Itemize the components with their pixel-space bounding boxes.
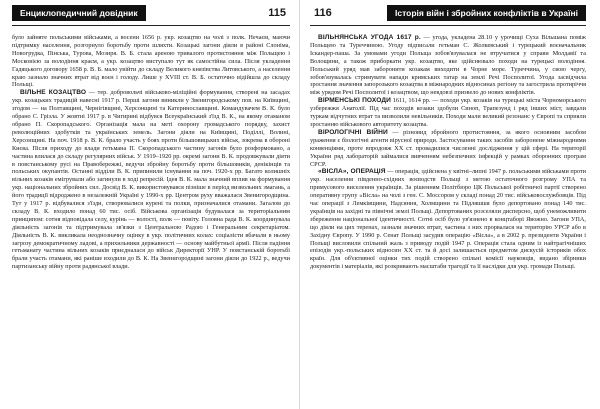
right-page-number: 116 [314, 6, 332, 19]
paragraph-text: — операція, здійснена у квітні–липні 1947 р. польськими військами проти укр. населення південно-східних воєводств Польщі з метою остаточного розгрому УПА та примусового виселення українців. За рішенням Політбюро ЦК Польської робітничої партії створено оперативну групу «Вісла» на чолі з ген. С. Моссором у складі понад 20 тис. військовослужбовців. Під час операції з Лемківщини, Надсяння, Холмщини та Підляшшя було депортовано понад 140 тис. українців на західні та північні землі Польщі. Депортованих розселяли дисперсно, щоб унеможливити збереження національної ідентичності. Сотні осіб було ув'язнено в концтаборі Явожно. Загони УПА, що діяли на цих теренах, зазнали значних втрат, частина з них прорвалася на територію УРСР або в Західну Європу. У 1990 р. Сенат Польщі засудив операцію «Вісла», а в 2002 р. президенти України і Польщі висловили спільний жаль з приводу подій 1947 р. Операція стала одним із найтрагічніших епізодів укр.-польських відносин XX ст. та й досі залишається предметом дискусій істориків обох країн. Для об'єктивної оцінки тих подій створено спільні комісії науковців, видано збірники документів і матеріалів, які розкривають масштаби трагедії та її наслідки для укр. громади Польщі. [310, 168, 586, 271]
right-running-title: Історія війн і збройних конфліктів в Україні [387, 5, 586, 21]
article-paragraph [12, 34, 290, 89]
article-paragraph [12, 89, 290, 271]
article-headword: ВІЛЬНЕ КОЗАЦТВО [20, 89, 87, 97]
right-running-head [310, 0, 586, 26]
article-paragraph [310, 129, 586, 169]
paragraph-text: — угода, укладена 28.10 у урочищі Суха Вільшана поміж Польщею та Туреччиною. Угоду підписали гетьман С. Жолкевський і турецький воєначальник Іскандер-паша. За умовами угоди Польща зобов'язувалася не втручатися у справи Молдавії та Волощини, а також приборкати укр. козацтво, яке здійснювало походи на турецькі володіння. Польський уряд мав заборонити козакам виходити в Чорне море. Туреччина, у свою чергу, зобов'язувалась стримувати напади кримських татар на землі Речі Посполитої. Угода засвідчила зростання значення запорозького козацтва в міжнародних відносинах регіону та загострила протиріччя між урядом Речі Посполитої і козацтвом, що невдовзі призвело до нових конфліктів. [310, 34, 586, 97]
paragraph-text: було зайняте польськими військами, а восени 1656 р. укр. козацтво на чолі з полк. Нечаєм, маючи підтримку населення, розгорнуло боротьбу проти шляхти. Козацькі загони діяли в районі Слоніма, Новогрудка, Пінська, Турова, Мозиря. В. Б. стала ареною тривалого протистояння між Польщею і Московією за володіння краєм, а укр. козацтво виступало тут як самостійна сила. Після укладення Гадяцького договору 1658 р. В. Б. мало увійти до складу Великого князівства Литовського, а населення краю зазнало значних втрат від воєн і голоду. Лише у XVIII ст. В. Б. остаточно відійшла до складу Польщі. [12, 34, 290, 89]
article-paragraph [310, 34, 586, 97]
left-running-title: Енциклопедичний довідник [12, 5, 146, 21]
article-headword: ВІЛЬНЯНСЬКА УГОДА 1617 р. [318, 34, 421, 41]
article-paragraph [310, 97, 586, 129]
article-headword: ВІРОЛОГІЧНІ ВІЙНИ [318, 128, 388, 136]
paragraph-text: — різновид збройного протистояння, за якого основним засобом ураження є біологічні агенти вірусної природи. Застосування таких засобів заборонене міжнародними конвенціями, проте впродовж XX ст. провадилися численні дослідження у цій сфері. На території України ряд лабораторій займалися вивченням небезпечних інфекцій у рамках оборонних програм СРСР. [310, 128, 586, 168]
right-body-text [310, 34, 586, 406]
right-page [300, 0, 600, 409]
left-running-head [12, 0, 290, 26]
left-body-text [12, 34, 290, 406]
paragraph-text: — тер. добровольчі військово-міліційні формування, створені на засадах укр. козацьких традицій навесні 1917 р. Перші загони виникли у Звенигородському пов. на Київщині, згодом — на Полтавщині, Чернігівщині, Херсонщині та Катеринославщині. Командувачем В. К. було обрано С. Грізла. У жовтні 1917 р. в Чигирині відбувся Всеукраїнський з'їзд В. К., на якому отаманом обрано П. Скоропадського. Організація мала на меті охорону громадського порядку, захист революційних здобутків та українських земель. Загони діяли на Київщині, Поділлі, Волині, Херсонщині. На поч. 1918 р. В. К. брало участь у боях проти більшовицьких військ, зокрема в обороні Києва. Після приходу до влади гетьмана П. Скоропадського частину загонів було розформовано, а частина влилася до складу регулярних військ. У 1919–1920 рр. окремі загони В. К. продовжували діяти в повстанському русі на Правобережжі, ведучи збройну боротьбу проти більшовиків, денікінців та польських окупантів. Останні відділи В. К. припинили існування на поч. 1920-х рр. Багато колишніх вільних козаків емігрували або загинули в ході репресій. Ідея В. К. мала значний вплив на формування укр. національних збройних сил. Досвід В. К. використовувався пізніше в період визвольних змагань, а його традиції відроджено в незалежній Україні у 1990-х рр. Центром руху вважалася Звенигородщина. Тут у 1917 р. відбувалися з'їзди, створювалися курені та полки, призначалися отамани. Загалом до складу В. К. входило понад 60 тис. осіб. Військова організація будувалася за територіальним принципом: сотня відповідала селу, курінь — волості, полк — повіту. Головна рада В. К. координувала діяльність загонів та підтримувала зв'язки з Центральною Радою і Генеральним секретаріатом. Діяльність В. К. викликала неоднозначну оцінку в укр. політичних колах: соціалісти вбачали в ньому загрозу демократичному ладові, а прихильники державності — основу майбутньої армії. Після падіння гетьманату частина вільних козаків приєдналася до військ Директорії УНР. У повстанській боротьбі брали участь отамани, які раніше входили до В. К. На Звенигородщині загони діяли до 1922 р., ведучи партизанську війну проти радянської влади. [12, 89, 290, 271]
article-headword: ВІРМЕНСЬКІ ПОХОДИ [318, 97, 391, 105]
article-headword: «ВІСЛА», ОПЕРАЦІЯ [318, 168, 386, 176]
left-page-number: 115 [268, 6, 286, 19]
article-paragraph [310, 168, 586, 271]
paragraph-text: 1611, 1614 рр. — походи укр. козаків на турецькі міста Чорноморського узбережжя Анатолії. Під час походів козаки здобули Синоп, Трапезунд і ряд інших міст, завдали туркам відчутних втрат та визволили невільників. Походи мали великий резонанс у Європі та сприяли зростанню військового авторитету козацтва. [310, 97, 586, 128]
